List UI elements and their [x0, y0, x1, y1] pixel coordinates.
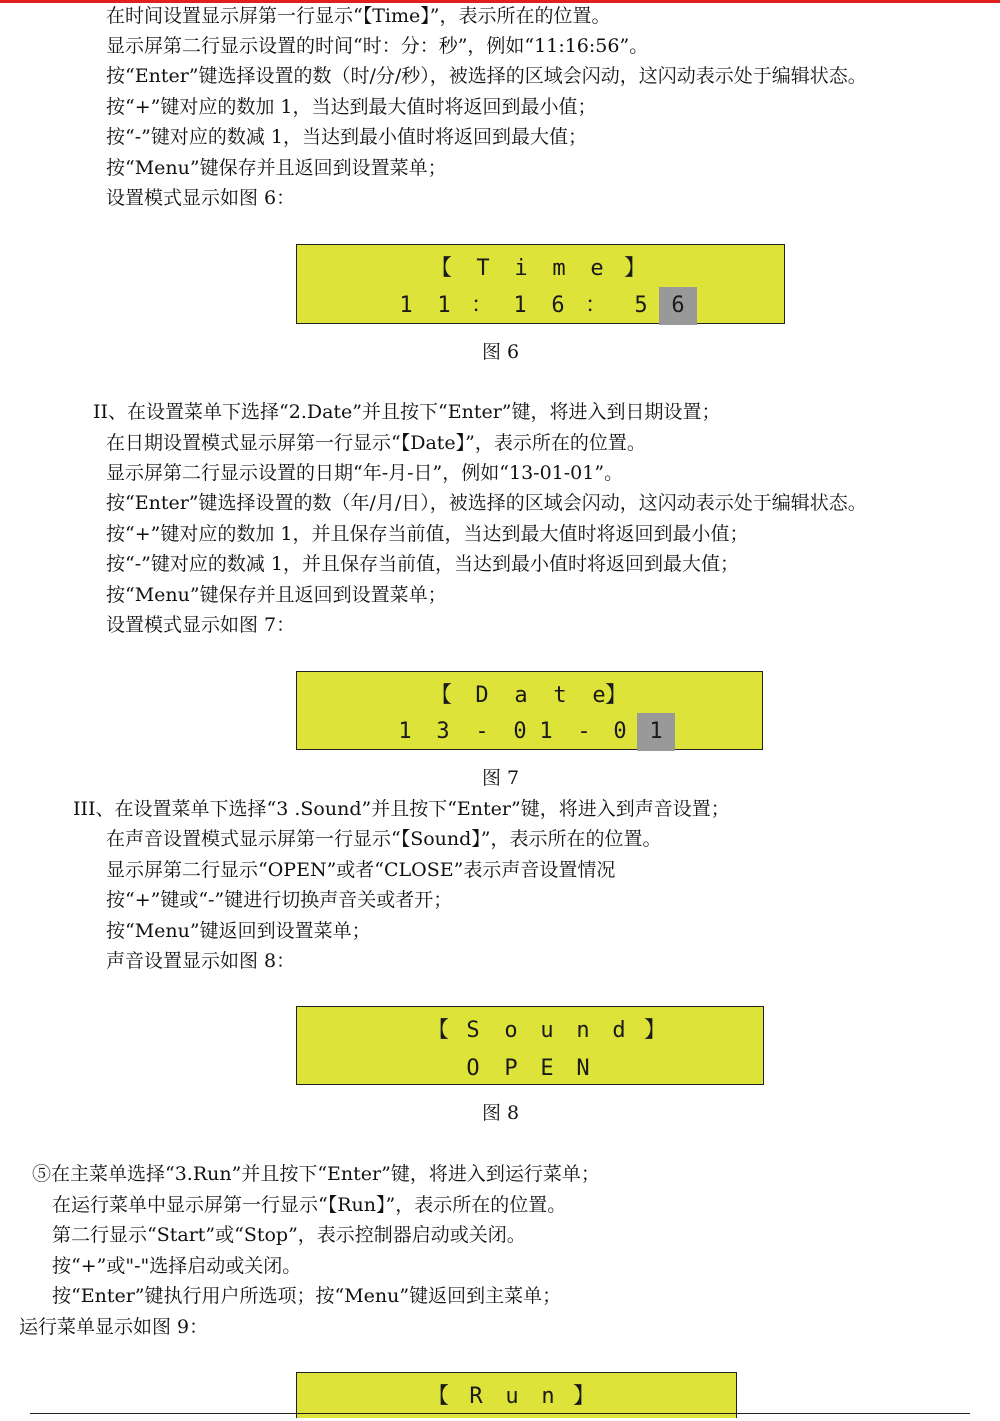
- lcd-char: o: [504, 1018, 518, 1043]
- lcd-char: 】: [643, 1018, 666, 1043]
- lcd-char: -: [577, 719, 591, 744]
- paragraph-line: 在日期设置模式显示屏第一行显示“【Date】”，表示所在的位置。: [106, 432, 646, 454]
- lcd-char: 0: [613, 719, 627, 744]
- paragraph-line: 声音设置显示如图 8：: [106, 950, 296, 972]
- paragraph-line: 按“Enter”键选择设置的数（时/分/秒），被选择的区域会闪动，这闪动表示处于编辑状态。: [106, 65, 867, 87]
- lcd-char: 】: [623, 256, 646, 281]
- lcd-char: u: [540, 1018, 554, 1043]
- lcd-char: 【: [429, 683, 452, 708]
- lcd-char: 5: [634, 293, 648, 318]
- paragraph-line: 按“Menu”键保存并且返回到设置菜单；: [106, 584, 447, 606]
- paragraph-line: 按“Menu”键保存并且返回到设置菜单；: [106, 157, 447, 179]
- lcd-char: n: [541, 1384, 555, 1409]
- lcd-char: S: [466, 1018, 480, 1043]
- lcd-display-date: [296, 671, 763, 750]
- lcd-char: -: [475, 719, 489, 744]
- lcd-display-run: [296, 1372, 737, 1418]
- lcd-char: 【: [429, 256, 452, 281]
- lcd-char: ：: [470, 293, 493, 318]
- lcd-char: N: [576, 1056, 590, 1081]
- paragraph-line: 设置模式显示如图 6：: [106, 187, 296, 209]
- lcd-display-sound: [296, 1006, 764, 1085]
- paragraph-line: 在声音设置模式显示屏第一行显示“【Sound】”，表示所在的位置。: [106, 828, 662, 850]
- lcd-char: 】: [572, 1384, 595, 1409]
- lcd-char: 1: [513, 293, 527, 318]
- lcd-char: u: [505, 1384, 519, 1409]
- paragraph-line: 按“-”键对应的数减 1，并且保存当前值，当达到最小值时将返回到最大值；: [106, 553, 739, 575]
- figure-caption: 图 6: [482, 341, 520, 363]
- lcd-char: 1: [437, 293, 451, 318]
- paragraph-line: 按“+”键对应的数加 1，并且保存当前值，当达到最大值时将返回到最小值；: [106, 523, 749, 545]
- paragraph-line: 按“+”键或“-”键进行切换声音关或者开；: [106, 889, 453, 911]
- lcd-char: 1: [399, 293, 413, 318]
- paragraph-line: 按“-”键对应的数减 1，当达到最小值时将返回到最大值；: [106, 126, 587, 148]
- lcd-char: T: [476, 256, 490, 281]
- lcd-char: 【: [426, 1384, 449, 1409]
- lcd-char: D: [475, 683, 489, 708]
- paragraph-line: 显示屏第二行显示“OPEN”或者“CLOSE”表示声音设置情况: [106, 859, 616, 881]
- paragraph-line: 按“Enter”键选择设置的数（年/月/日），被选择的区域会闪动，这闪动表示处于编辑状态。: [106, 492, 867, 514]
- lcd-char: m: [552, 256, 566, 281]
- paragraph-line: II、在设置菜单下选择“2.Date”并且按下“Enter”键，将进入到日期设置；: [93, 401, 721, 423]
- paragraph-line: III、在设置菜单下选择“3 .Sound”并且按下“Enter”键，将进入到声音设置；: [73, 798, 730, 820]
- lcd-char: ：: [584, 293, 607, 318]
- lcd-char: 1: [398, 719, 412, 744]
- lcd-char: 6: [551, 293, 565, 318]
- paragraph-line: 设置模式显示如图 7：: [106, 614, 296, 636]
- lcd-char: E: [540, 1056, 554, 1081]
- lcd-char: t: [553, 683, 567, 708]
- footer-rule: [30, 1413, 970, 1414]
- lcd-cursor-char: 1: [637, 713, 675, 751]
- lcd-char: n: [576, 1018, 590, 1043]
- paragraph-line: ⑤在主菜单选择“3.Run”并且按下“Enter”键，将进入到运行菜单；: [32, 1163, 600, 1185]
- paragraph-line: 按“+”键对应的数加 1，当达到最大值时将返回到最小值；: [106, 96, 597, 118]
- lcd-cursor-char: 6: [659, 287, 697, 325]
- paragraph-line: 在时间设置显示屏第一行显示“【Time】”，表示所在的位置。: [106, 5, 611, 27]
- paragraph-line: 运行菜单显示如图 9：: [19, 1316, 209, 1338]
- lcd-char: P: [504, 1056, 518, 1081]
- lcd-char: a: [514, 683, 528, 708]
- lcd-char: 1: [539, 719, 553, 744]
- lcd-char: 】: [604, 683, 627, 708]
- header-rule: [0, 0, 1000, 3]
- lcd-char: d: [612, 1018, 626, 1043]
- lcd-display-time: [296, 244, 785, 324]
- lcd-char: i: [514, 256, 528, 281]
- paragraph-line: 显示屏第二行显示设置的时间“时：分：秒”，例如“11:16:56”。: [106, 35, 649, 57]
- lcd-char: R: [469, 1384, 483, 1409]
- lcd-char: O: [466, 1056, 480, 1081]
- lcd-char: e: [590, 256, 604, 281]
- lcd-char: e: [592, 683, 606, 708]
- figure-caption: 图 7: [482, 767, 520, 789]
- lcd-char: 3: [436, 719, 450, 744]
- paragraph-line: 显示屏第二行显示设置的日期“年-月-日”，例如“13-01-01”。: [106, 462, 624, 484]
- paragraph-line: 在运行菜单中显示屏第一行显示“【Run】”，表示所在的位置。: [52, 1194, 567, 1216]
- paragraph-line: 按“Menu”键返回到设置菜单；: [106, 920, 371, 942]
- paragraph-line: 按“+”或"-"选择启动或关闭。: [52, 1255, 302, 1277]
- lcd-char: 0: [513, 719, 527, 744]
- figure-caption: 图 8: [482, 1102, 520, 1124]
- paragraph-line: 第二行显示“Start”或“Stop”，表示控制器启动或关闭。: [52, 1224, 526, 1246]
- lcd-char: 【: [426, 1018, 449, 1043]
- paragraph-line: 按“Enter”键执行用户所选项；按“Menu”键返回到主菜单；: [52, 1285, 562, 1307]
